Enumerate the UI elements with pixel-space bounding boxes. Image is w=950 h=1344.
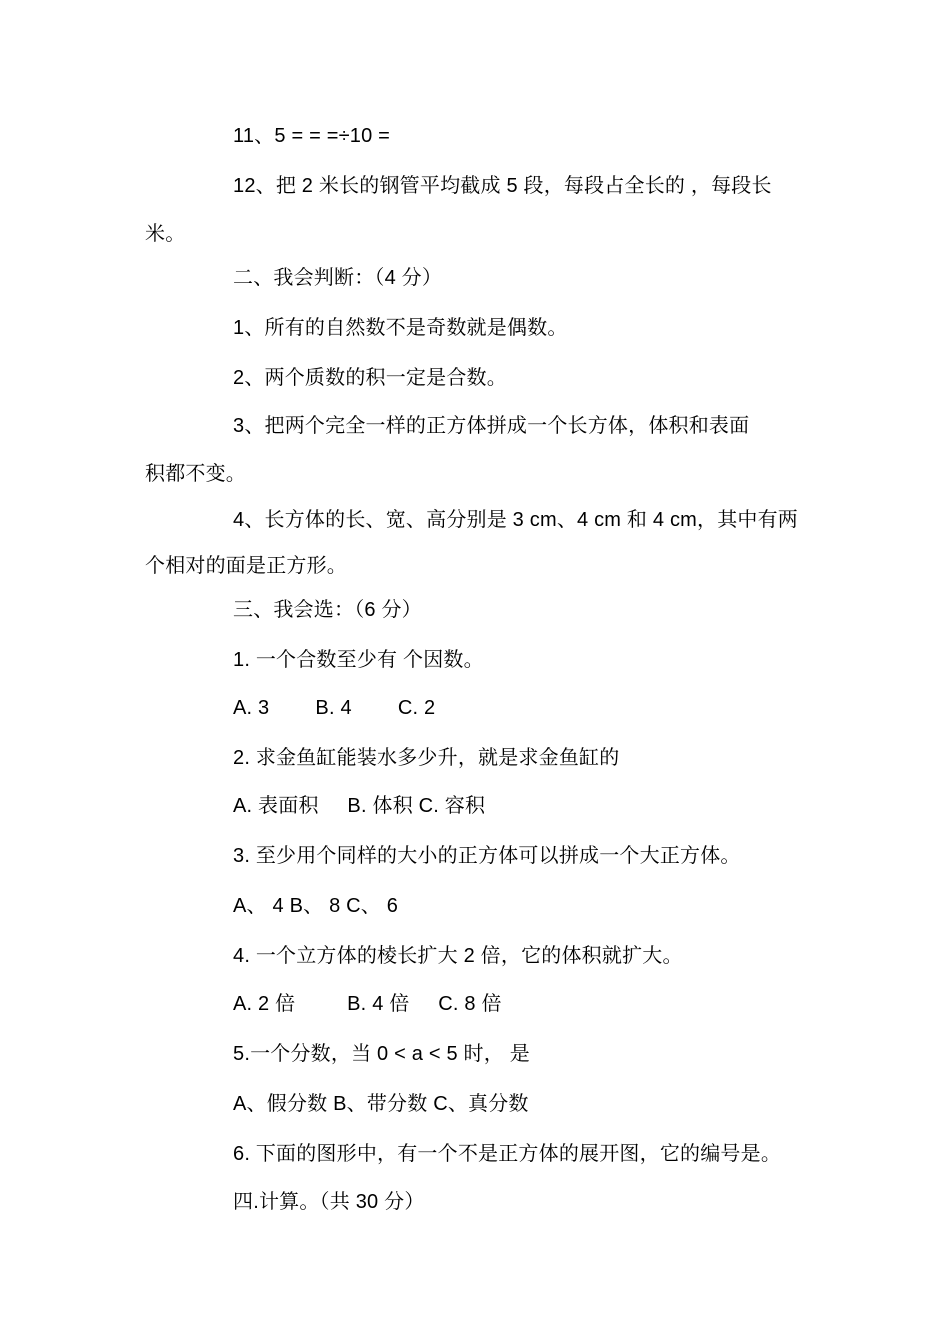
question-12-continuation: 米。	[145, 223, 186, 245]
judgement-item-1: 1、所有的自然数不是奇数就是偶数。	[233, 317, 568, 339]
choice-question-6: 6. 下面的图形中，有一个不是正方体的展开图，它的编号是。	[233, 1143, 782, 1165]
choice-question-2-options: A. 表面积 B. 体积 C. 容积	[233, 795, 486, 817]
choice-question-2: 2. 求金鱼缸能装水多少升，就是求金鱼缸的	[233, 747, 620, 769]
section-2-heading-judgement: 二、我会判断：（4 分）	[233, 267, 443, 289]
choice-question-3: 3. 至少用个同样的大小的正方体可以拼成一个大正方体。	[233, 845, 741, 867]
choice-question-3-options: A、 4 B、 8 C、 6	[233, 895, 399, 917]
choice-question-4-options: A. 2 倍 B. 4 倍 C. 8 倍	[233, 993, 502, 1015]
question-11-fraction-equation: 11、5 = = =÷10 =	[233, 125, 391, 147]
question-12-steel-pipe: 12、把 2 米长的钢管平均截成 5 段，每段占全长的 ，每段长	[233, 175, 772, 197]
choice-question-1: 1. 一个合数至少有 个因数。	[233, 649, 484, 671]
section-3-heading-choice: 三、我会选：（6 分）	[233, 599, 422, 621]
judgement-item-2: 2、两个质数的积一定是合数。	[233, 367, 507, 389]
choice-question-5-options: A、假分数 B、带分数 C、真分数	[233, 1093, 529, 1115]
judgement-item-3: 3、把两个完全一样的正方体拼成一个长方体，体积和表面	[233, 415, 750, 437]
choice-question-4: 4. 一个立方体的棱长扩大 2 倍，它的体积就扩大。	[233, 945, 683, 967]
judgement-item-4: 4、长方体的长、宽、高分别是 3 cm、4 cm 和 4 cm，其中有两	[233, 509, 799, 531]
choice-question-1-options: A. 3 B. 4 C. 2	[233, 697, 436, 719]
judgement-item-3-continuation: 积都不变。	[145, 463, 246, 485]
judgement-item-4-continuation: 个相对的面是正方形。	[145, 555, 347, 577]
section-4-heading-calculation: 四.计算。（共 30 分）	[233, 1191, 425, 1213]
choice-question-5: 5.一个分数，当 0 < a < 5 时， 是	[233, 1043, 530, 1065]
